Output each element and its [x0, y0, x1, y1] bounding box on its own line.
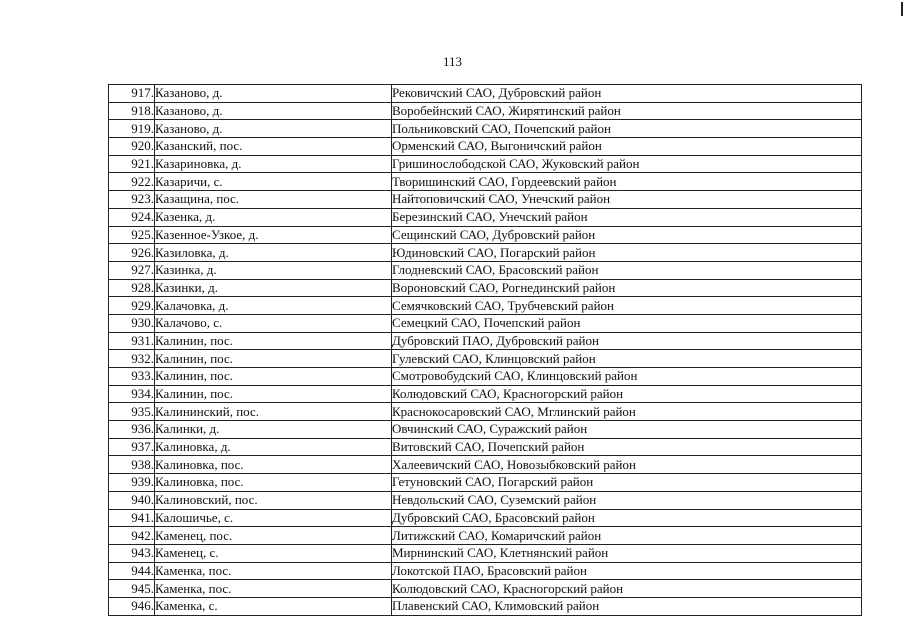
administrative-area: Семецкий САО, Почепский район: [392, 314, 862, 332]
administrative-area: Юдиновский САО, Погарский район: [392, 244, 862, 262]
settlement-name: Казинка, д.: [155, 261, 392, 279]
settlement-name: Калачовка, д.: [155, 297, 392, 315]
table-row: [109, 368, 862, 386]
row-number: 921.: [109, 155, 155, 173]
settlement-name: Казариновка, д.: [155, 155, 392, 173]
table-row: [109, 403, 862, 421]
row-number: 940.: [109, 491, 155, 509]
settlement-name: Калинин, пос.: [155, 350, 392, 368]
table-row: [109, 456, 862, 474]
administrative-area: Колюдовский САО, Красногорский район: [392, 385, 862, 403]
table-row: [109, 297, 862, 315]
row-number: 919.: [109, 120, 155, 138]
table-row: [109, 120, 862, 138]
row-number: 927.: [109, 261, 155, 279]
settlement-name: Калинин, пос.: [155, 332, 392, 350]
administrative-area: Краснокосаровский САО, Мглинский район: [392, 403, 862, 421]
row-number: 925.: [109, 226, 155, 244]
administrative-area: Витовский САО, Почепский район: [392, 438, 862, 456]
row-number: 934.: [109, 385, 155, 403]
row-number: 941.: [109, 509, 155, 527]
settlement-name: Калошичье, с.: [155, 509, 392, 527]
table-row: [109, 85, 862, 103]
administrative-area: Литижский САО, Комаричский район: [392, 527, 862, 545]
administrative-area: Гулевский САО, Клинцовский район: [392, 350, 862, 368]
row-number: 923.: [109, 191, 155, 209]
settlement-name: Казаново, д.: [155, 102, 392, 120]
row-number: 939.: [109, 474, 155, 492]
settlement-name: Казинки, д.: [155, 279, 392, 297]
administrative-area: Воробейнский САО, Жирятинский район: [392, 102, 862, 120]
row-number: 922.: [109, 173, 155, 191]
row-number: 935.: [109, 403, 155, 421]
table-row: [109, 155, 862, 173]
table-row: [109, 279, 862, 297]
settlement-name: Каменец, с.: [155, 544, 392, 562]
administrative-area: Невдольский САО, Суземский район: [392, 491, 862, 509]
settlement-name: Калиновка, д.: [155, 438, 392, 456]
page-number: 113: [442, 54, 463, 69]
administrative-area: Березинский САО, Унечский район: [392, 208, 862, 226]
row-number: 944.: [109, 562, 155, 580]
settlement-name: Каменка, пос.: [155, 562, 392, 580]
row-number: 945.: [109, 580, 155, 598]
table-row: [109, 332, 862, 350]
table-row: [109, 527, 862, 545]
administrative-area: Мирнинский САО, Клетнянский район: [392, 544, 862, 562]
administrative-area: Дубровский ПАО, Дубровский район: [392, 332, 862, 350]
settlement-name: Казенное-Узкое, д.: [155, 226, 392, 244]
administrative-area: Польниковский САО, Почепский район: [392, 120, 862, 138]
row-number: 938.: [109, 456, 155, 474]
row-number: 932.: [109, 350, 155, 368]
administrative-area: Смотровобудский САО, Клинцовский район: [392, 368, 862, 386]
administrative-area: Семячковский САО, Трубчевский район: [392, 297, 862, 315]
scan-edge-mark: [901, 2, 903, 16]
row-number: 937.: [109, 438, 155, 456]
row-number: 929.: [109, 297, 155, 315]
settlement-name: Казанский, пос.: [155, 138, 392, 156]
settlement-name: Казиловка, д.: [155, 244, 392, 262]
settlement-name: Калачово, с.: [155, 314, 392, 332]
settlement-name: Казаново, д.: [155, 120, 392, 138]
table-row: [109, 261, 862, 279]
settlements-table-body: [109, 85, 862, 616]
table-row: [109, 562, 862, 580]
table-row: [109, 138, 862, 156]
row-number: 943.: [109, 544, 155, 562]
table-row: [109, 597, 862, 615]
administrative-area: Сещинский САО, Дубровский район: [392, 226, 862, 244]
administrative-area: Творишинский САО, Гордеевский район: [392, 173, 862, 191]
administrative-area: Овчинский САО, Суражский район: [392, 421, 862, 439]
row-number: 931.: [109, 332, 155, 350]
table-row: [109, 474, 862, 492]
row-number: 920.: [109, 138, 155, 156]
settlements-table: [108, 84, 862, 616]
settlement-name: Калиновка, пос.: [155, 456, 392, 474]
settlement-name: Казаричи, с.: [155, 173, 392, 191]
row-number: 928.: [109, 279, 155, 297]
table-row: [109, 314, 862, 332]
table-row: [109, 421, 862, 439]
table-row: [109, 544, 862, 562]
settlement-name: Калиновский, пос.: [155, 491, 392, 509]
settlement-name: Казенка, д.: [155, 208, 392, 226]
table-row: [109, 208, 862, 226]
administrative-area: Орменский САО, Выгоничский район: [392, 138, 862, 156]
table-row: [109, 491, 862, 509]
row-number: 942.: [109, 527, 155, 545]
table-row: [109, 385, 862, 403]
settlement-name: Калинин, пос.: [155, 368, 392, 386]
table-row: [109, 244, 862, 262]
table-row: [109, 226, 862, 244]
row-number: 946.: [109, 597, 155, 615]
administrative-area: Плавенский САО, Климовский район: [392, 597, 862, 615]
settlement-name: Каменка, пос.: [155, 580, 392, 598]
row-number: 924.: [109, 208, 155, 226]
administrative-area: Вороновский САО, Рогнединский район: [392, 279, 862, 297]
table-row: [109, 102, 862, 120]
settlement-name: Каменка, с.: [155, 597, 392, 615]
table-row: [109, 173, 862, 191]
row-number: 933.: [109, 368, 155, 386]
settlement-name: Казащина, пос.: [155, 191, 392, 209]
administrative-area: Гришинослободской САО, Жуковский район: [392, 155, 862, 173]
table-row: [109, 350, 862, 368]
settlement-name: Казаново, д.: [155, 85, 392, 103]
row-number: 918.: [109, 102, 155, 120]
settlement-name: Калинин, пос.: [155, 385, 392, 403]
administrative-area: Рековичский САО, Дубровский район: [392, 85, 862, 103]
table-row: [109, 580, 862, 598]
administrative-area: Гетуновский САО, Погарский район: [392, 474, 862, 492]
administrative-area: Дубровский САО, Брасовский район: [392, 509, 862, 527]
settlement-name: Калиновка, пос.: [155, 474, 392, 492]
row-number: 917.: [109, 85, 155, 103]
settlement-name: Калинки, д.: [155, 421, 392, 439]
row-number: 930.: [109, 314, 155, 332]
administrative-area: Халеевичский САО, Новозыбковский район: [392, 456, 862, 474]
administrative-area: Найтоповичский САО, Унечский район: [392, 191, 862, 209]
administrative-area: Колюдовский САО, Красногорский район: [392, 580, 862, 598]
administrative-area: Глодневский САО, Брасовский район: [392, 261, 862, 279]
table-row: [109, 191, 862, 209]
administrative-area: Локотской ПАО, Брасовский район: [392, 562, 862, 580]
table-row: [109, 438, 862, 456]
settlement-name: Калининский, пос.: [155, 403, 392, 421]
table-row: [109, 509, 862, 527]
row-number: 936.: [109, 421, 155, 439]
row-number: 926.: [109, 244, 155, 262]
settlement-name: Каменец, пос.: [155, 527, 392, 545]
